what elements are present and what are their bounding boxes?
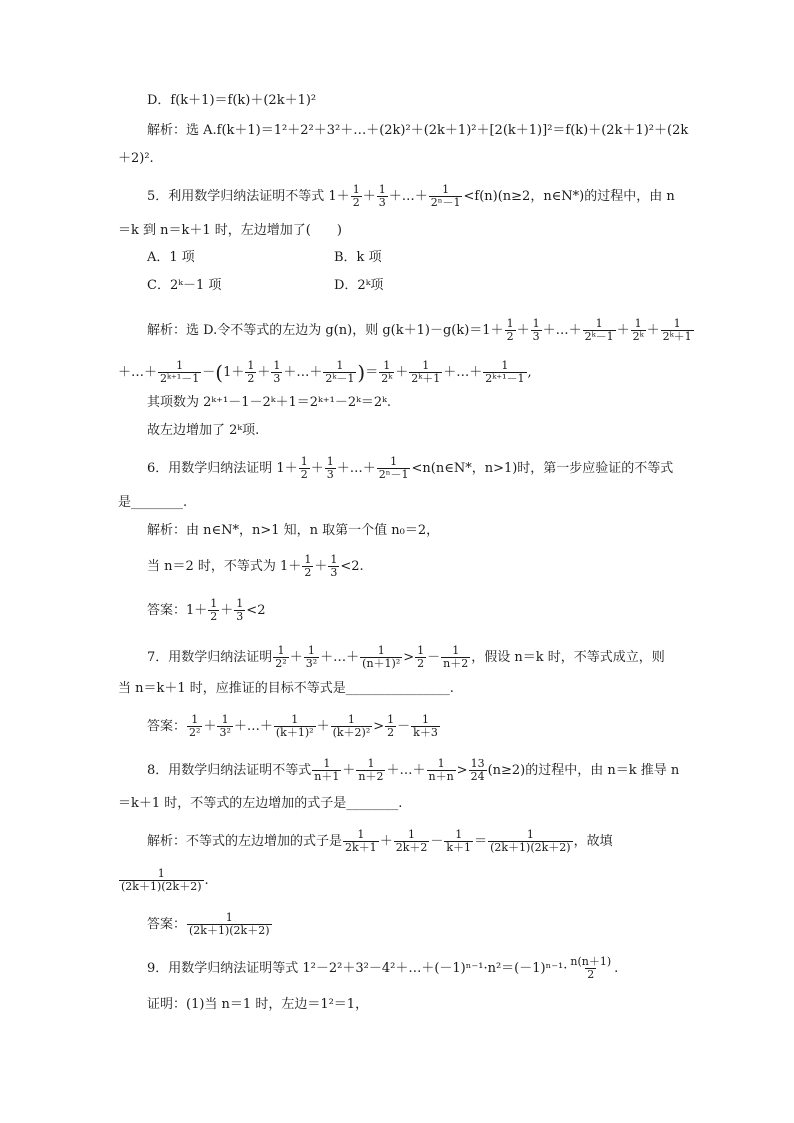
text: 当 n＝2 时，不等式为 1＋ bbox=[147, 559, 302, 574]
text: 答案： bbox=[147, 719, 187, 734]
fraction: $\frac{1}{3}$ bbox=[273, 359, 281, 385]
q9-proof bbox=[147, 996, 368, 1014]
fraction: $\frac{1}{2k+2}$ bbox=[395, 828, 428, 854]
text: 9．用数学归纳法证明等式 1²－2²＋3²－4²＋…＋(－1)ⁿ⁻¹·n²＝(－1)ⁿ⁻¹· bbox=[147, 961, 568, 976]
text: 7．用数学归纳法证明 bbox=[147, 650, 273, 665]
question-6: 6．用数学归纳法证明 1＋ $\frac{1}{2}$ ＋ $\frac{1}{3}$ ＋…＋ $\frac{1}{\text{2ⁿ－1}}$ <n(n∈N*，n>1)时，第一步应验证的不等式 bbox=[147, 455, 674, 481]
option-b bbox=[334, 249, 382, 267]
text: D．2ᵏ项 bbox=[334, 278, 384, 293]
fraction: $\frac{1}{\text{2²}}$ bbox=[189, 713, 201, 739]
text: ，故填 bbox=[573, 834, 613, 849]
text: 解析：选 D.令不等式的左边为 g(n)，则 g(k＋1)－g(k)＝1＋ bbox=[147, 323, 504, 338]
q6-solution-1 bbox=[147, 522, 439, 540]
fraction: $\frac{1}{n+2}$ bbox=[358, 757, 384, 783]
question-5: 5．利用数学归纳法证明不等式 1＋ $\frac{1}{2}$ ＋ $\frac{1}{3}$ ＋…＋ $\frac{1}{\text{2ⁿ－1}}$ <f(n)(n≥2，n∈N*)的过程中，由 n bbox=[147, 183, 675, 209]
q5-solution-2: ＋…＋ $\frac{1}{\text{2ᵏ⁺¹－1}}$ －(1＋ $\frac{1}{2}$ ＋ $\frac{1}{3}$ ＋…＋ $\frac{1}{\text{2ᵏ－1}}$ )＝ $\frac{1}{\text{2ᵏ}}$ ＋ $\frac{1}{\text{2ᵏ＋1}}$ ＋…＋ $\frac{1}{\text{2ᵏ⁺¹－1}}$ , bbox=[118, 359, 532, 385]
text: 答案： bbox=[147, 917, 187, 932]
fraction: $\frac{1}{\text{2ᵏ＋1}}$ bbox=[411, 359, 441, 385]
fraction: $\frac{1}{2}$ bbox=[300, 455, 308, 481]
solution-line bbox=[147, 122, 688, 140]
fraction: $\frac{1}{\text{3²}}$ bbox=[305, 644, 318, 670]
text: 6．用数学归纳法证明 1＋ bbox=[147, 461, 298, 476]
option-a bbox=[147, 249, 195, 267]
fraction: $\frac{1}{2}$ bbox=[506, 317, 514, 343]
text: D．f(k＋1)＝f(k)＋(2k＋1)² bbox=[147, 93, 317, 108]
fraction: $\frac{1}{\text{2ᵏ－1}}$ bbox=[584, 317, 614, 343]
fraction: $\frac{1}{2}$ bbox=[304, 553, 312, 579]
text: 解析：选 A.f(k＋1)＝1²＋2²＋3²＋…＋(2k)²＋(2k＋1)²＋[2(k＋1)]²＝f(k)＋(2k＋1)²＋(2k bbox=[147, 123, 689, 138]
fraction: $\frac{1}{\text{(k＋1)²}}$ bbox=[275, 713, 314, 739]
fraction: $\frac{1}{\text{2²}}$ bbox=[275, 644, 287, 670]
fraction: $\frac{1}{2k+1}$ bbox=[345, 828, 377, 854]
fraction: $\frac{1}{3}$ bbox=[532, 317, 540, 343]
fraction: $\frac{1}{\text{2ᵏ}}$ bbox=[632, 317, 644, 343]
fraction: $\frac{1}{\text{2ᵏ⁺¹－1}}$ bbox=[160, 359, 200, 385]
text: <n(n∈N*，n>1)时，第一步应验证的不等式 bbox=[411, 461, 674, 476]
fraction: $\frac{1}{n+n}$ bbox=[428, 757, 454, 783]
question-7-line2 bbox=[118, 680, 454, 698]
q8-solution: 解析：不等式的左边增加的式子是 $\frac{1}{2k+1}$ ＋ $\frac{1}{2k+2}$ － $\frac{1}{k+1}$ ＝ $\frac{1}{(2k+1)(2k+2)}$ ，故填 bbox=[147, 828, 613, 854]
text: 故左边增加了 2ᵏ项. bbox=[147, 423, 260, 438]
q6-answer: 答案：1＋ $\frac{1}{2}$ ＋ $\frac{1}{3}$ <2 bbox=[147, 597, 266, 623]
fraction: $\frac{1}{\text{2ⁿ－1}}$ bbox=[378, 455, 409, 481]
fraction: $\frac{1}{(2k+1)(2k+2)}$ bbox=[121, 867, 202, 893]
text: 当 n＝k＋1 时，应推证的目标不等式是________________. bbox=[118, 681, 454, 696]
text: 5．利用数学归纳法证明不等式 1＋ bbox=[147, 189, 350, 204]
option-d bbox=[334, 277, 383, 295]
solution-line-cont bbox=[118, 150, 154, 168]
text: ，假设 n＝k 时，不等式成立，则 bbox=[471, 650, 665, 665]
q5-conclusion bbox=[147, 422, 259, 440]
text: 解析：由 n∈N*，n>1 知，n 取第一个值 n₀＝2， bbox=[147, 523, 440, 538]
fraction: $\frac{1}{(2k+1)(2k+2)}$ bbox=[189, 911, 270, 937]
text: 是________. bbox=[118, 495, 188, 510]
fraction: $\frac{1}{k+1}$ bbox=[446, 828, 472, 854]
question-5-line2 bbox=[118, 222, 342, 240]
fraction: $\frac{1}{\text{3²}}$ bbox=[219, 713, 231, 739]
fraction: $\frac{1}{\text{2ᵏ－1}}$ bbox=[325, 359, 355, 385]
question-8-line2 bbox=[118, 795, 402, 813]
text: 8．用数学归纳法证明不等式 bbox=[147, 763, 312, 778]
text: 解析：不等式的左边增加的式子是 bbox=[147, 834, 343, 849]
text: (n≥2)的过程中，由 n＝k 推导 n bbox=[487, 763, 680, 778]
text: ＝k 到 n＝k＋1 时，左边增加了( ) bbox=[118, 223, 342, 238]
fraction: $\frac{n(n+1)}{2}$ bbox=[570, 955, 612, 981]
fraction: $\frac{1}{\text{2ᵏ＋1}}$ bbox=[662, 317, 692, 343]
fraction: $\frac{1}{n+2}$ bbox=[443, 644, 469, 670]
fraction: $\frac{1}{2}$ bbox=[210, 597, 218, 623]
fraction: $\frac{1}{2}$ bbox=[352, 183, 360, 209]
text: C．2ᵏ－1 项 bbox=[147, 278, 222, 293]
fraction: $\frac{1}{(2k+1)(2k+2)}$ bbox=[490, 828, 571, 854]
fraction: $\frac{1}{\text{2ᵏ}}$ bbox=[381, 359, 393, 385]
fraction: $\frac{1}{\text{(k＋2)²}}$ bbox=[332, 713, 371, 739]
text: A．1 项 bbox=[147, 250, 195, 265]
question-8: 8．用数学归纳法证明不等式 $\frac{1}{n+1}$ ＋ $\frac{1}{n+2}$ ＋…＋ $\frac{1}{n+n}$ > $\frac{13}{24}$ (n≥2)的过程中，由 n＝k 推导 n bbox=[147, 757, 680, 783]
text: ＋2)². bbox=[118, 151, 154, 166]
fraction: $\frac{1}{2}$ bbox=[417, 644, 425, 670]
q5-solution-1: 解析：选 D.令不等式的左边为 g(n)，则 g(k＋1)－g(k)＝1＋ $\frac{1}{2}$ ＋ $\frac{1}{3}$ ＋…＋ $\frac{1}{\text{2ᵏ－1}}$ ＋ $\frac{1}{\text{2ᵏ}}$ ＋ $\frac{1}{\text{2ᵏ＋1}}$ bbox=[147, 317, 692, 343]
fraction: $\frac{13}{24}$ bbox=[470, 757, 485, 783]
q8-fill: $\frac{1}{(2k+1)(2k+2)}$ . bbox=[121, 867, 209, 893]
fraction: $\frac{1}{3}$ bbox=[378, 183, 386, 209]
question-6-line2 bbox=[118, 494, 187, 512]
fraction: $\frac{1}{3}$ bbox=[326, 455, 334, 481]
fraction: $\frac{1}{3}$ bbox=[330, 553, 338, 579]
fraction: $\frac{1}{\text{(n＋1)²}}$ bbox=[362, 644, 401, 670]
fraction: $\frac{1}{k+3}$ bbox=[413, 713, 438, 739]
q7-answer: 答案： $\frac{1}{\text{2²}}$ ＋ $\frac{1}{\text{3²}}$ ＋…＋ $\frac{1}{\text{(k＋1)²}}$ ＋ $\frac{1}{\text{(k＋2)²}}$ > $\frac{1}{2}$ － $\frac{1}{k+3}$ bbox=[147, 713, 438, 739]
fraction: $\frac{1}{3}$ bbox=[236, 597, 244, 623]
option-d-line bbox=[147, 92, 316, 110]
fraction: $\frac{1}{\text{2ᵏ⁺¹－1}}$ bbox=[485, 359, 525, 385]
q6-solution-2: 当 n＝2 时，不等式为 1＋ $\frac{1}{2}$ ＋ $\frac{1}{3}$ <2. bbox=[147, 553, 364, 579]
text: <f(n)(n≥2，n∈N*)的过程中，由 n bbox=[463, 189, 675, 204]
fraction: $\frac{1}{\text{2ⁿ－1}}$ bbox=[430, 183, 461, 209]
q5-count bbox=[147, 394, 391, 412]
text: 证明：(1)当 n＝1 时，左边＝1²＝1， bbox=[147, 997, 369, 1012]
fraction: $\frac{1}{2}$ bbox=[387, 713, 395, 739]
text: ＝k＋1 时，不等式的左边增加的式子是________. bbox=[118, 796, 403, 811]
text: 其项数为 2ᵏ⁺¹－1－2ᵏ＋1＝2ᵏ⁺¹－2ᵏ＝2ᵏ. bbox=[147, 395, 392, 410]
text: B．k 项 bbox=[334, 250, 382, 265]
option-c bbox=[147, 277, 221, 295]
text: 答案：1＋ bbox=[147, 603, 208, 618]
question-7: 7．用数学归纳法证明 $\frac{1}{\text{2²}}$ ＋ $\frac{1}{\text{3²}}$ ＋…＋ $\frac{1}{\text{(n＋1)²}}$ > $\frac{1}{2}$ － $\frac{1}{n+2}$ ，假设 n＝k 时，不等式成立，则 bbox=[147, 644, 665, 670]
q8-answer bbox=[147, 912, 273, 937]
fraction: $\frac{1}{2}$ bbox=[247, 359, 255, 385]
fraction: $\frac{1}{n+1}$ bbox=[314, 757, 340, 783]
question-9: 9．用数学归纳法证明等式 1²－2²＋3²－4²＋…＋(－1)ⁿ⁻¹·n²＝(－1)ⁿ⁻¹· $\frac{n(n+1)}{2}$ . bbox=[147, 955, 619, 981]
